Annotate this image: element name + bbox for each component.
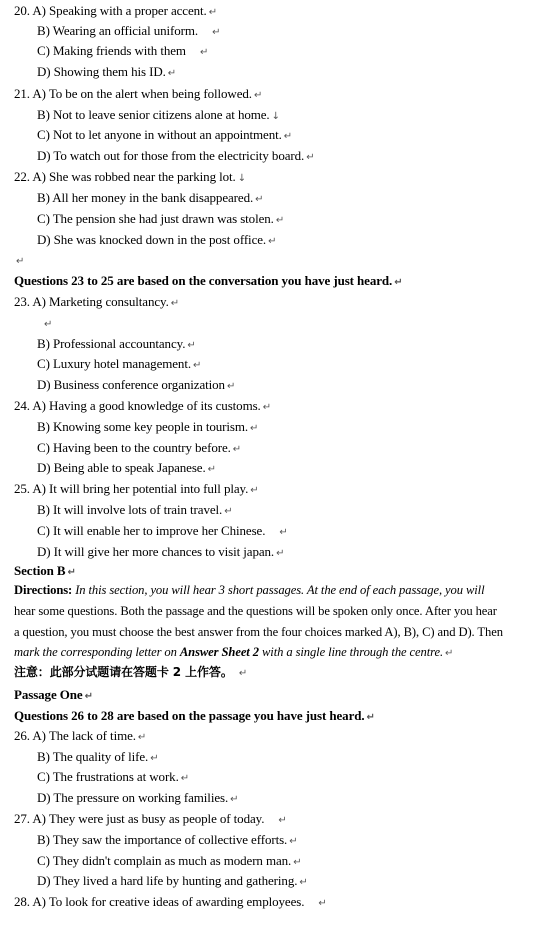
directions-line-3: a question, you must choose the best answer from the four choices marked A), B), C) and D). Then (14, 625, 503, 639)
notice-part-1: 注意：此部分试题请在 (14, 665, 134, 679)
answer-option (37, 439, 241, 456)
line-text: D) Business conference organization (37, 377, 225, 392)
line-text: D) The pressure on working families. (37, 790, 229, 805)
line-text: B) It will involve lots of train travel. (37, 502, 223, 517)
paragraph-mark: ↵ (212, 27, 221, 38)
question-line (14, 727, 146, 744)
answer-option (37, 522, 288, 539)
line-text: B) The quality of life. (37, 749, 149, 764)
paragraph-mark: ↵ (84, 691, 93, 702)
answer-option (37, 355, 201, 372)
section-heading (14, 562, 76, 579)
line-text: 25. A) It will bring her potential into full play. (14, 481, 249, 496)
answer-option (37, 106, 280, 123)
line-text: C) Luxury hotel management. (37, 356, 191, 371)
line-text: C) Making friends with them (37, 43, 186, 58)
paragraph-mark: ↵ (232, 444, 242, 455)
answer-option (37, 872, 308, 889)
answer-option (37, 543, 284, 560)
line-text: 26. A) The lack of time. (14, 728, 136, 743)
line-text: B) They saw the importance of collective efforts. (37, 832, 288, 847)
answer-option (37, 418, 258, 435)
paragraph-mark: ↵ (207, 464, 216, 475)
line-text: 28. A) To look for creative ideas of awarding employees. (14, 894, 305, 909)
line-text: D) They lived a hard life by hunting and gathering. (37, 873, 298, 888)
line-text: B) Wearing an official uniform. (37, 23, 199, 38)
notice-part-3: 上作答。 (185, 665, 233, 679)
paragraph-mark: ↵ (445, 648, 454, 659)
paragraph-mark: ↵ (187, 340, 196, 351)
line-text: B) Not to leave senior citizens alone at home. (37, 107, 270, 122)
section-heading (14, 707, 375, 724)
paragraph-mark: ↵ (293, 857, 302, 868)
paragraph-mark: ↵ (289, 836, 298, 847)
answer-option (37, 63, 176, 80)
paragraph-mark: ↵ (170, 298, 180, 309)
paragraph-mark: ↵ (306, 152, 315, 163)
line-text: B) All her money in the bank disappeared. (37, 190, 254, 205)
notice-line (14, 664, 247, 681)
line-text: C) It will enable her to improve her Chinese. (37, 523, 266, 538)
answer-option (37, 126, 292, 143)
line-text: C) The pension she had just drawn was stolen. (37, 211, 274, 226)
blank-line (14, 251, 24, 268)
answer-option (37, 147, 314, 164)
blank-line (42, 314, 52, 331)
paragraph-mark: ↵ (394, 277, 403, 288)
line-text: Section B (14, 563, 66, 578)
line-text: 23. A) Marketing consultancy. (14, 294, 169, 309)
line-text: D) She was knocked down in the post office. (37, 232, 267, 247)
answer-option (37, 748, 158, 765)
paragraph-mark: ↵ (199, 47, 209, 58)
question-line (14, 168, 246, 185)
answer-option (37, 831, 297, 848)
paragraph-mark: ↵ (208, 7, 217, 18)
paragraph-mark: ↵ (226, 381, 236, 392)
paragraph-mark: ↵ (67, 567, 76, 578)
paragraph-mark: ↵ (299, 877, 308, 888)
answer-option (37, 22, 220, 39)
question-line (14, 480, 259, 497)
paragraph-mark: ↵ (279, 527, 288, 538)
answer-option (37, 459, 216, 476)
question-line (14, 810, 287, 827)
line-text: D) Showing them his ID. (37, 64, 166, 79)
answer-option (37, 335, 196, 352)
answer-option (37, 231, 276, 248)
line-text: 22. A) She was robbed near the parking lot. (14, 169, 236, 184)
paragraph-mark: ↵ (250, 485, 259, 496)
paragraph-mark: ↵ (250, 423, 259, 434)
line-text: 21. A) To be on the alert when being followed. (14, 86, 252, 101)
line-text: C) Having been to the country before. (37, 440, 231, 455)
paragraph-mark: ↵ (278, 815, 287, 826)
answer-option (37, 376, 235, 393)
paragraph-mark: ↵ (224, 506, 233, 517)
paragraph-mark: ↵ (253, 90, 263, 101)
question-line (14, 893, 327, 910)
directions-text-1: In this section, you will hear 3 short passages. At the end of each passage, you will (75, 583, 485, 597)
notice-part-2: 答题卡 2 (133, 665, 182, 679)
paragraph-mark: ↵ (167, 68, 177, 79)
paragraph-mark: ↵ (262, 402, 271, 413)
directions-line-4 (14, 644, 453, 661)
answer-option (37, 852, 301, 869)
line-text: C) They didn't complain as much as modern man. (37, 853, 292, 868)
line-text: Questions 26 to 28 are based on the passage you have just heard. (14, 708, 365, 723)
section-heading (14, 272, 402, 289)
paragraph-mark: ↵ (180, 773, 190, 784)
paragraph-mark: ↵ (192, 360, 202, 371)
line-text: Questions 23 to 25 are based on the conversation you have just heard. (14, 273, 393, 288)
directions-line-1 (14, 582, 484, 599)
answer-option (37, 189, 263, 206)
directions-text-4a: mark the corresponding letter on (14, 645, 180, 659)
paragraph-mark: ↵ (16, 256, 25, 267)
paragraph-mark: ↓ (271, 111, 280, 122)
line-text: B) Knowing some key people in tourism. (37, 419, 249, 434)
line-text: D) To watch out for those from the electricity board. (37, 148, 305, 163)
answer-sheet-ref: Answer Sheet 2 (179, 645, 259, 659)
question-line (14, 2, 217, 19)
question-line (14, 85, 262, 102)
paragraph-mark: ↵ (238, 668, 248, 679)
answer-option (37, 789, 238, 806)
line-text: C) The frustrations at work. (37, 769, 179, 784)
answer-option (37, 768, 189, 785)
paragraph-mark: ↵ (366, 712, 375, 723)
line-text: 20. A) Speaking with a proper accent. (14, 3, 207, 18)
line-text: 24. A) Having a good knowledge of its customs. (14, 398, 261, 413)
line-text: D) Being able to speak Japanese. (37, 460, 206, 475)
paragraph-mark: ↵ (230, 794, 239, 805)
paragraph-mark: ↵ (137, 732, 147, 743)
line-text: 27. A) They were just as busy as people of today. (14, 811, 265, 826)
paragraph-mark: ↵ (150, 753, 159, 764)
answer-option (37, 42, 208, 59)
directions-text-4c: with a single line through the centre. (258, 645, 443, 659)
line-text: B) Professional accountancy. (37, 336, 186, 351)
paragraph-mark: ↵ (283, 131, 293, 142)
question-line (14, 397, 271, 414)
paragraph-mark: ↵ (276, 548, 285, 559)
answer-option (37, 210, 284, 227)
question-line (14, 293, 179, 310)
directions-label: Directions: (14, 583, 73, 597)
paragraph-mark: ↵ (268, 236, 277, 247)
line-text: C) Not to let anyone in without an appointment. (37, 127, 282, 142)
section-heading (14, 686, 93, 703)
paragraph-mark: ↵ (255, 194, 264, 205)
line-text: D) It will give her more chances to visit japan. (37, 544, 275, 559)
paragraph-mark: ↵ (318, 898, 327, 909)
directions-line-2: hear some questions. Both the passage and the questions will be spoken only once. After you hear (14, 604, 497, 618)
paragraph-mark: ↵ (44, 319, 53, 330)
paragraph-mark: ↵ (275, 215, 285, 226)
paragraph-mark: ↓ (237, 173, 246, 184)
answer-option (37, 501, 232, 518)
line-text: Passage One (14, 687, 83, 702)
